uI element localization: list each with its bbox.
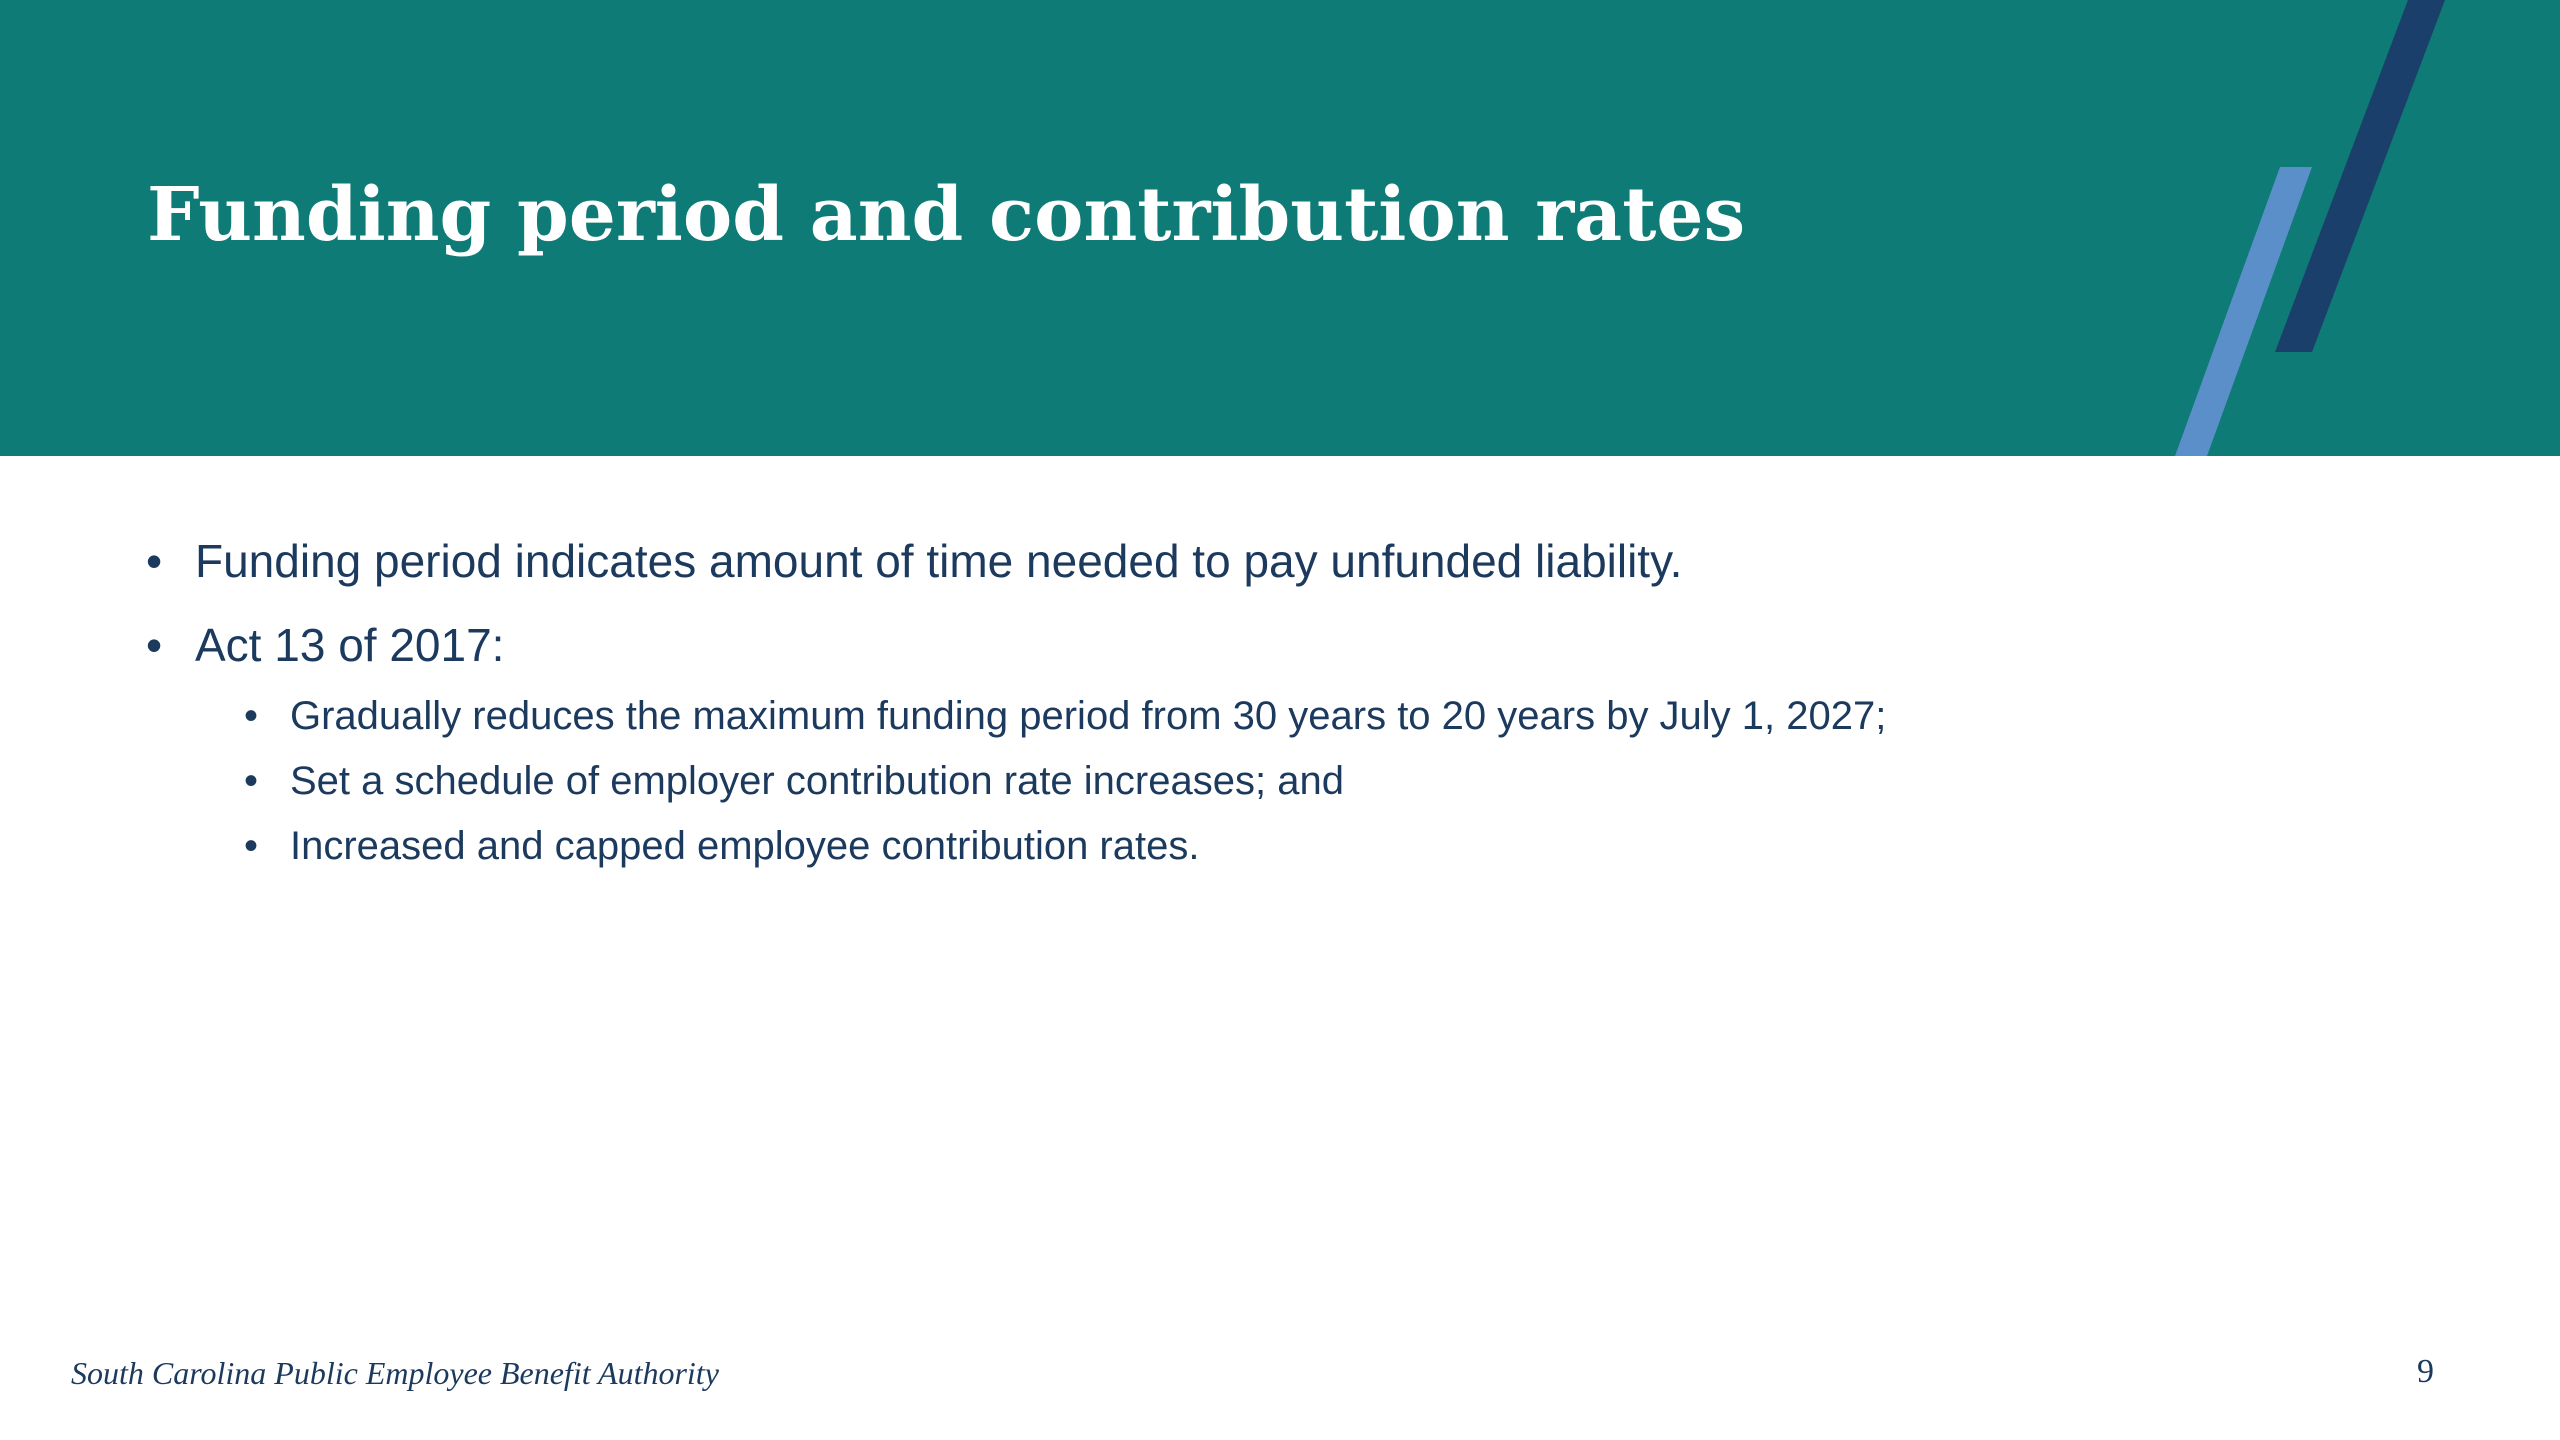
sub-bullet-text: Set a schedule of employer contribution rate increases; and <box>290 759 1344 803</box>
sub-bullet-dot: • <box>244 759 259 803</box>
page-number: 9 <box>2417 1353 2434 1390</box>
sub-bullet-text: Gradually reduces the maximum funding period from 30 years to 20 years by July 1, 2027; <box>290 694 1887 738</box>
sub-bullet-text: Increased and capped employee contribution rates. <box>290 824 1200 868</box>
bullet-dot: • <box>146 619 163 671</box>
sub-bullet-dot: • <box>244 824 259 868</box>
footer-organization: South Carolina Public Employee Benefit Authority <box>71 1355 719 1391</box>
bullet-dot: • <box>146 535 163 587</box>
header-band <box>0 0 2560 456</box>
sub-bullet-dot: • <box>244 694 259 738</box>
bullet-text: Funding period indicates amount of time needed to pay unfunded liability. <box>195 535 1683 587</box>
slide-title: Funding period and contribution rates <box>147 172 1746 258</box>
bullet-text: Act 13 of 2017: <box>195 619 505 671</box>
